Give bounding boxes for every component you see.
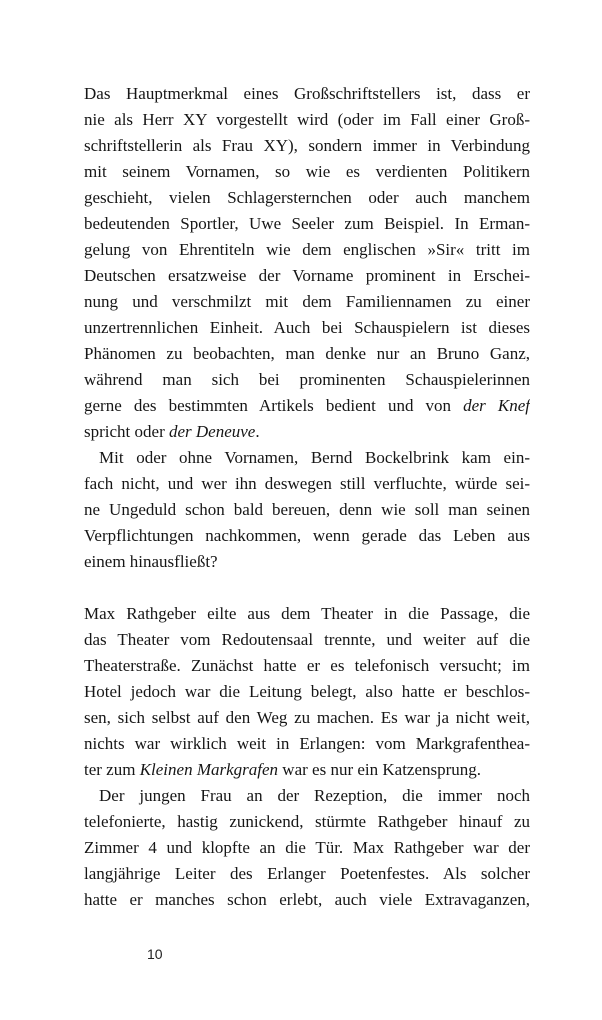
text-line xyxy=(84,601,530,627)
text-segment: gelung von Ehrentiteln wie dem englischen »Sir« tritt im xyxy=(84,240,530,259)
text-segment: hatte er manches schon erlebt, auch viele Extravaganzen, xyxy=(84,890,530,909)
text-segment: ne Ungeduld schon bald bereuen, denn wie soll man seinen xyxy=(84,500,530,519)
text-segment: Hotel jedoch war die Leitung belegt, also hatte er beschlos- xyxy=(84,682,530,701)
text-segment: Mit oder ohne Vornamen, Bernd Bockelbrink kam ein- xyxy=(99,448,530,467)
text-line xyxy=(84,731,530,757)
text-line xyxy=(84,835,530,861)
text-segment: gerne des bestimmten Artikels bedient und von xyxy=(84,396,464,415)
text-segment: Verpflichtungen nachkommen, wenn gerade das Leben aus xyxy=(84,526,530,545)
text-line xyxy=(84,159,530,185)
text-line xyxy=(84,497,530,523)
text-segment: nichts war wirklich weit in Erlangen: vom Markgrafenthea- xyxy=(84,734,530,753)
text-line xyxy=(84,653,530,679)
paragraph-spacer xyxy=(84,575,530,601)
text-line xyxy=(84,861,530,887)
text-segment: spricht oder xyxy=(84,422,169,441)
text-segment: Theaterstraße. Zunächst hatte er es telefonisch versucht; im xyxy=(84,656,530,675)
text-segment: Max Rathgeber eilte aus dem Theater in die Passage, die xyxy=(84,604,530,623)
body-text xyxy=(84,81,530,913)
text-line xyxy=(84,471,530,497)
text-line xyxy=(84,757,530,783)
text-line xyxy=(84,523,530,549)
text-line xyxy=(84,679,530,705)
text-segment: war es nur ein Katzensprung. xyxy=(278,760,482,779)
text-line xyxy=(84,887,530,913)
text-line xyxy=(84,289,530,315)
text-segment: bedeutenden Sportler, Uwe Seeler zum Beispiel. In Erman- xyxy=(84,214,530,233)
text-segment: . xyxy=(255,422,260,441)
text-line xyxy=(84,341,530,367)
text-segment: langjährige Leiter des Erlanger Poetenfestes. Als solcher xyxy=(84,864,530,883)
text-segment: schriftstellerin als Frau XY), sondern immer in Verbindung xyxy=(84,136,530,155)
text-line xyxy=(84,367,530,393)
text-segment: mit seinem Vornamen, so wie es verdienten Politikern xyxy=(84,162,530,181)
text-line xyxy=(84,263,530,289)
text-segment: nung und verschmilzt mit dem Familiennamen zu einer xyxy=(84,292,530,311)
italic-text: Kleinen Markgrafen xyxy=(139,760,279,779)
text-line xyxy=(84,705,530,731)
text-line xyxy=(84,549,530,575)
text-segment: nie als Herr XY vorgestellt wird (oder im Fall einer Groß- xyxy=(84,110,530,129)
text-line xyxy=(84,237,530,263)
text-line xyxy=(84,211,530,237)
text-segment: einem hinausfließt? xyxy=(84,552,218,571)
text-segment: während man sich bei prominenten Schauspielerinnen xyxy=(84,370,530,389)
italic-text: der Deneuve xyxy=(168,422,256,441)
text-line xyxy=(84,81,530,107)
text-line xyxy=(84,107,530,133)
text-line xyxy=(84,393,530,419)
text-line xyxy=(84,445,530,471)
text-line xyxy=(84,809,530,835)
text-line xyxy=(84,419,530,445)
text-segment: Der jungen Frau an der Rezeption, die immer noch xyxy=(99,786,530,805)
text-line xyxy=(84,133,530,159)
text-segment: ter zum xyxy=(84,760,140,779)
text-segment: fach nicht, und wer ihn deswegen still verfluchte, würde sei- xyxy=(84,474,530,493)
text-segment: unzertrennlichen Einheit. Auch bei Schauspielern ist dieses xyxy=(84,318,530,337)
text-segment: sen, sich selbst auf den Weg zu machen. Es war ja nicht weit, xyxy=(84,708,530,727)
text-line xyxy=(84,315,530,341)
text-segment: telefonierte, hastig zunickend, stürmte Rathgeber hinauf zu xyxy=(84,812,530,831)
text-line xyxy=(84,783,530,809)
text-segment: Das Hauptmerkmal eines Großschriftstellers ist, dass er xyxy=(84,84,530,103)
text-line xyxy=(84,185,530,211)
text-segment: geschieht, vielen Schlagersternchen oder auch manchem xyxy=(84,188,530,207)
text-line xyxy=(84,627,530,653)
text-segment: Zimmer 4 und klopfte an die Tür. Max Rathgeber war der xyxy=(84,838,530,857)
text-segment: das Theater vom Redoutensaal trennte, und weiter auf die xyxy=(84,630,530,649)
page-number: 10 xyxy=(147,946,163,962)
italic-text: der Knef xyxy=(463,396,530,415)
text-segment: Deutschen ersatzweise der Vorname prominent in Erschei- xyxy=(84,266,530,285)
text-segment: Phänomen zu beobachten, man denke nur an Bruno Ganz, xyxy=(84,344,530,363)
